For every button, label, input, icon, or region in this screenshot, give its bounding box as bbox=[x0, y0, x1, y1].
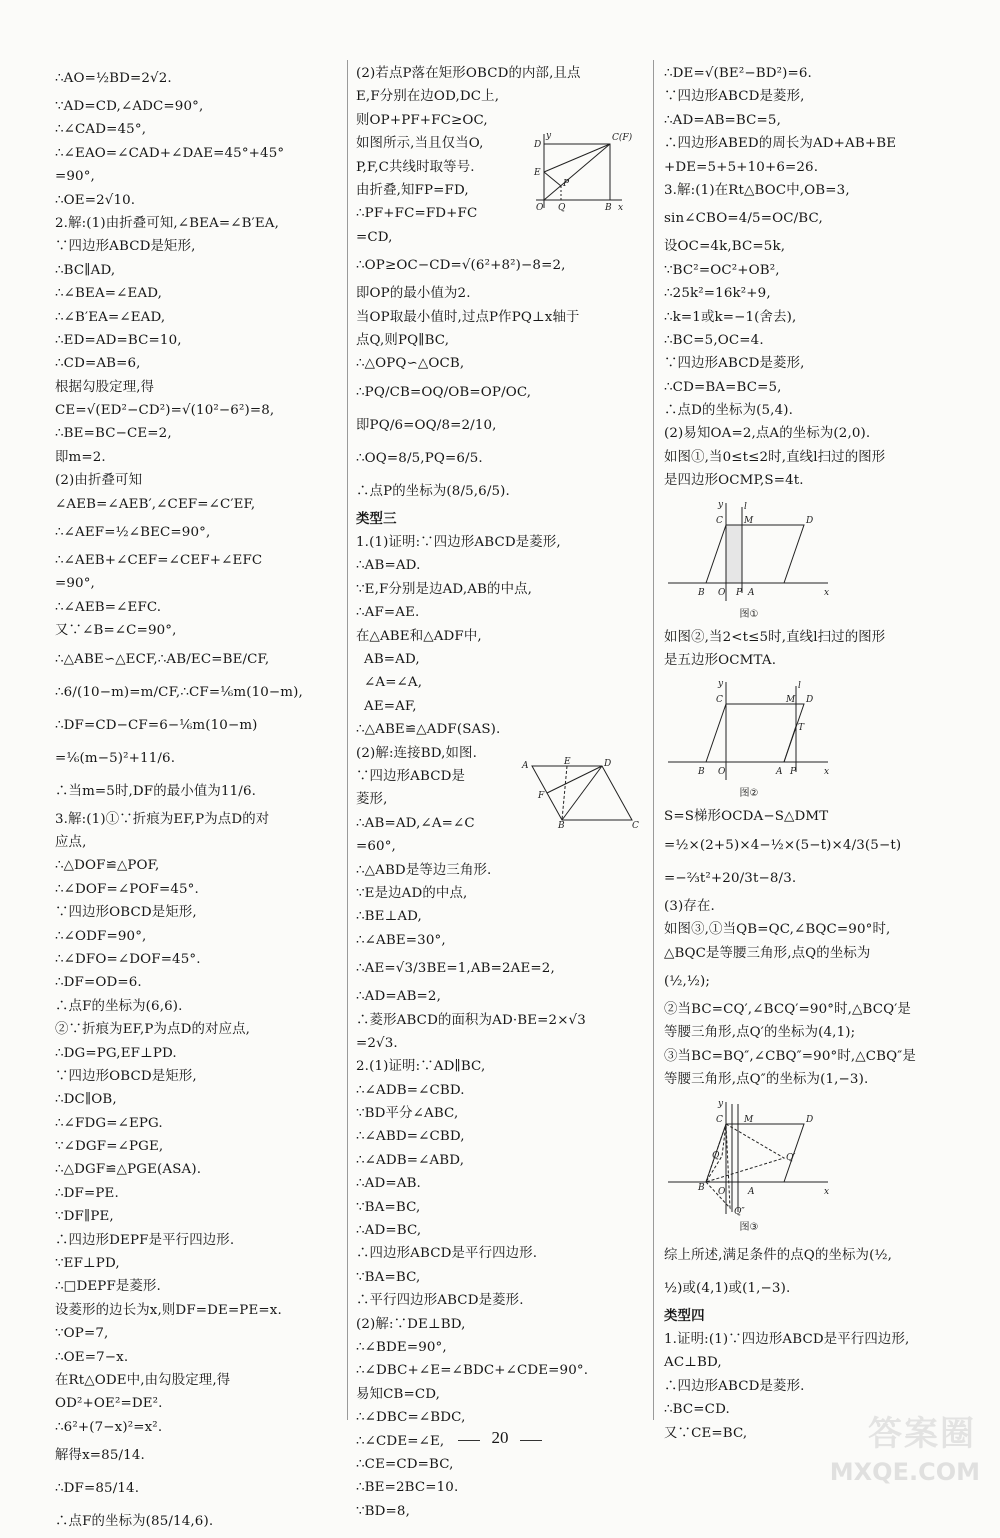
page-number-dash-right bbox=[520, 1440, 542, 1441]
text-line: ∴OE=2√10. bbox=[55, 192, 136, 208]
text-line: =2√3. bbox=[356, 1035, 398, 1051]
text-line: =90°, bbox=[55, 169, 95, 185]
figure-1 bbox=[664, 497, 964, 620]
text-line: △BQC是等腰三角形,点Q的坐标为 bbox=[664, 945, 871, 961]
label-cf: C(F) bbox=[612, 133, 633, 143]
text-line: ②当BC=CQ′,∠BCQ′=90°时,△BCQ′是 bbox=[664, 1001, 911, 1017]
text-line: ∴当m=5时,DF的最小值为11/6. bbox=[55, 783, 257, 799]
label-q-prime: Q′ bbox=[786, 1152, 796, 1163]
label-x: x bbox=[824, 767, 830, 778]
text-line: 1.(1)证明:∵四边形ABCD是菱形, bbox=[356, 535, 561, 551]
text-line: ∴∠CDE=∠E, bbox=[356, 1433, 445, 1449]
label-b: B bbox=[698, 587, 705, 598]
text-line: ∴∠CAD=45°, bbox=[55, 122, 147, 138]
text-line: 等腰三角形,点Q″的坐标为(1,−3). bbox=[664, 1072, 869, 1088]
watermark-logo bbox=[786, 1398, 986, 1488]
text-line: 2.解:(1)由折叠可知,∠BEA=∠B′EA, bbox=[55, 215, 279, 231]
segment-be bbox=[562, 766, 567, 820]
text-line: 如图②,当2<t≤5时,直线l扫过的图形 bbox=[664, 629, 886, 645]
label-m: M bbox=[786, 695, 796, 706]
label-y: y bbox=[718, 1098, 724, 1109]
text-line: ∴CD=AB=6, bbox=[55, 356, 141, 372]
text-line: =60°, bbox=[356, 839, 396, 855]
text-line: (½,½); bbox=[664, 973, 711, 989]
label-a: A bbox=[776, 767, 783, 778]
figure-caption: 图① bbox=[739, 608, 759, 620]
text-line: ∴CE=CD=BC, bbox=[356, 1456, 454, 1472]
label-l: l bbox=[798, 681, 801, 692]
text-line: ∵∠DGF=∠PGE, bbox=[55, 1139, 164, 1155]
label-y: y bbox=[718, 679, 724, 690]
column-divider-2 bbox=[653, 60, 654, 1420]
figure-2 bbox=[664, 676, 964, 799]
label-p: P bbox=[736, 587, 743, 598]
text-line: 在△ABE和△ADF中, bbox=[356, 628, 482, 644]
rhombus-abcd bbox=[706, 525, 804, 583]
label-p: P bbox=[563, 179, 570, 189]
text-line: ∵DF∥PE, bbox=[55, 1209, 114, 1225]
text-line: 即m=2. bbox=[55, 449, 106, 465]
text-line: ∴OE=7−x. bbox=[55, 1349, 129, 1365]
text-line: 3.解:(1)①∵折痕为EF,P为点D的对 bbox=[55, 811, 270, 827]
text-line: 设OC=4k,BC=5k, bbox=[664, 239, 786, 255]
label-t: T bbox=[798, 723, 805, 734]
text-line: ∴∠ABE=30°, bbox=[356, 932, 446, 948]
label-q: Q bbox=[558, 203, 566, 213]
text-line: 如图所示,当且仅当O, bbox=[356, 136, 484, 152]
label-b: B bbox=[698, 767, 705, 778]
watermark-top-text: 答案圈 bbox=[868, 1414, 976, 1454]
text-line: 即OP的最小值为2. bbox=[356, 286, 471, 302]
text-line: ∴ED=AD=BC=10, bbox=[55, 332, 182, 348]
text-line: ∴∠FDG=∠EPG. bbox=[55, 1115, 163, 1131]
text-line: ∴四边形ABCD是平行四边形. bbox=[356, 1246, 538, 1262]
text-line: ∴DG=PG,EF⊥PD. bbox=[55, 1045, 177, 1061]
text-line: (2)易知OA=2,点A的坐标为(2,0). bbox=[664, 426, 871, 442]
label-m: M bbox=[744, 1114, 754, 1125]
text-line: ∴∠BDE=90°, bbox=[356, 1339, 447, 1355]
text-line: ∵EF⊥PD, bbox=[55, 1256, 120, 1272]
text-line: 当OP取最小值时,过点P作PQ⊥x轴于 bbox=[356, 309, 580, 325]
text-line: ∴BE⊥AD, bbox=[356, 909, 422, 925]
text-line: S=S梯形OCDA−S△DMT bbox=[664, 809, 829, 825]
text-line: ∴AD=BC, bbox=[356, 1223, 422, 1239]
text-line: ∴CD=BA=BC=5, bbox=[664, 379, 782, 395]
text-line: ∴∠ODF=90°, bbox=[55, 928, 147, 944]
text-line: 在Rt△ODE中,由勾股定理,得 bbox=[55, 1372, 231, 1388]
text-line: ②∵折痕为EF,P为点D的对应点, bbox=[55, 1022, 251, 1038]
text-line: ∴DF=PE. bbox=[55, 1185, 119, 1201]
text-line: ∴OP≥OC−CD=√(6²+8²)−8=2, bbox=[356, 258, 566, 274]
label-c: C bbox=[632, 821, 639, 831]
label-b: B bbox=[605, 203, 612, 213]
text-line: ∵E是边AD的中点, bbox=[356, 885, 468, 901]
text-line: 菱形, bbox=[356, 792, 388, 808]
text-line: ∵四边形ABCD是菱形, bbox=[664, 89, 805, 105]
text-line: ∴∠DBC=∠BDC, bbox=[356, 1410, 466, 1426]
figure-caption: 图③ bbox=[739, 1221, 759, 1233]
text-line: ∴BC∥AD, bbox=[55, 262, 116, 278]
text-line: ∵四边形ABCD是菱形, bbox=[664, 356, 805, 372]
label-f: F bbox=[538, 791, 545, 801]
text-line: AC⊥BD, bbox=[664, 1355, 722, 1371]
text-line: P,F,C共线时取等号. bbox=[356, 159, 475, 175]
text-line: 设菱形的边长为x,则DF=DE=PE=x. bbox=[55, 1302, 282, 1318]
text-line: ∴点F的坐标为(85/14,6). bbox=[55, 1514, 214, 1530]
column-1 bbox=[55, 62, 340, 1538]
text-line: 又∵∠B=∠C=90°, bbox=[55, 623, 177, 639]
segment-ep bbox=[544, 172, 561, 186]
text-line: ∴PQ/CB=OQ/OB=OP/OC, bbox=[356, 384, 532, 400]
text-line: AB=AD, bbox=[364, 652, 420, 668]
text-line: 解得x=85/14. bbox=[55, 1448, 145, 1464]
label-d: D bbox=[806, 515, 814, 526]
label-d: D bbox=[534, 140, 542, 150]
label-y: y bbox=[546, 131, 552, 141]
label-a: A bbox=[522, 761, 529, 771]
swept-region bbox=[726, 525, 742, 583]
label-b: B bbox=[558, 821, 565, 831]
text-line: 3.解:(1)在Rt△BOC中,OB=3, bbox=[664, 182, 850, 198]
text-line: 则OP+PF+FC≥OC, bbox=[356, 112, 488, 128]
text-line: ∵四边形OBCD是矩形, bbox=[55, 1068, 197, 1084]
text-line: (2)解:∵DE⊥BD, bbox=[356, 1316, 466, 1332]
text-line: ∴k=1或k=−1(舍去), bbox=[664, 309, 797, 325]
text-line: ∴△DGF≌△PGE(ASA). bbox=[55, 1162, 202, 1178]
text-line: ∵BD平分∠ABC, bbox=[356, 1106, 459, 1122]
text-line: ∴BE=BC−CE=2, bbox=[55, 426, 172, 442]
label-m: M bbox=[744, 515, 754, 526]
text-line: 是五边形OCMTA. bbox=[664, 653, 777, 669]
label-e: E bbox=[534, 168, 541, 178]
text-line: ∠A=∠A, bbox=[364, 675, 423, 691]
text-line: ∴菱形ABCD的面积为AD·BE=2×√3 bbox=[356, 1012, 586, 1028]
text-line: 易知CB=CD, bbox=[356, 1386, 441, 1402]
text-line: ∴AF=AE. bbox=[356, 605, 420, 621]
text-line: ∴6/(10−m)=m/CF,∴CF=⅙m(10−m), bbox=[55, 684, 303, 700]
text-line: ∵四边形OBCD是矩形, bbox=[55, 905, 197, 921]
figure-2-svg bbox=[664, 676, 834, 784]
label-o: O bbox=[718, 587, 726, 598]
figure-caption: 图② bbox=[739, 788, 759, 800]
figure-rhombus-svg bbox=[522, 757, 640, 831]
text-line: (2)若点P落在矩形OBCD的内部,且点 bbox=[356, 66, 581, 81]
label-o: O bbox=[718, 1186, 726, 1197]
text-line: ∴DE=√(BE²−BD²)=6. bbox=[664, 66, 812, 81]
text-line: AE=AF, bbox=[364, 698, 417, 714]
text-line: ∴AB=AD,∠A=∠C bbox=[356, 815, 475, 831]
text-line: ∴DC∥OB, bbox=[55, 1092, 117, 1108]
text-line: 如图③,①当QB=QC,∠BQC=90°时, bbox=[664, 922, 891, 938]
text-line: 等腰三角形,点Q′的坐标为(4,1); bbox=[664, 1025, 856, 1041]
text-line: (2)由折叠可知 bbox=[55, 473, 143, 489]
label-q-double-prime: Q″ bbox=[734, 1206, 745, 1217]
text-line: ½)或(4,1)或(1,−3). bbox=[664, 1280, 791, 1296]
text-line: ∴∠ADB=∠CBD. bbox=[356, 1082, 465, 1098]
text-line: =−⅔t²+20/3t−8/3. bbox=[664, 870, 797, 886]
label-a: A bbox=[748, 1186, 755, 1197]
text-line: ∴AB=AD. bbox=[356, 558, 421, 574]
label-c: C bbox=[716, 1114, 723, 1125]
text-line: ∴□DEPF是菱形. bbox=[55, 1279, 161, 1295]
text-line: 1.证明:(1)∵四边形ABCD是平行四边形, bbox=[664, 1331, 910, 1347]
text-line: 类型三 bbox=[356, 511, 397, 527]
text-line: 又∵CE=BC, bbox=[664, 1425, 748, 1441]
text-line: ∴△OPQ∽△OCB, bbox=[356, 356, 465, 372]
label-q: Q bbox=[712, 1150, 720, 1161]
text-line: ∴25k²=16k²+9, bbox=[664, 286, 771, 302]
text-line: ∴点P的坐标为(8/5,6/5). bbox=[356, 483, 510, 499]
text-line: ∴∠ADB=∠ABD, bbox=[356, 1152, 465, 1168]
text-line: =90°, bbox=[55, 576, 95, 592]
text-line: ∴四边形ABCD是菱形. bbox=[664, 1378, 805, 1394]
text-line: ∴AD=AB=BC=5, bbox=[664, 112, 782, 128]
segment-at bbox=[784, 726, 796, 762]
text-line: ∵BA=BC, bbox=[356, 1269, 421, 1285]
page-number: 20 bbox=[491, 1428, 509, 1447]
text-line: 根据勾股定理,得 bbox=[55, 379, 155, 395]
text-line: ∴BE=2BC=10. bbox=[356, 1480, 459, 1496]
text-line: ∴AD=AB. bbox=[356, 1176, 421, 1192]
label-d: D bbox=[604, 759, 612, 769]
text-line: E,F分别在边OD,DC上, bbox=[356, 89, 500, 105]
figure-3 bbox=[664, 1096, 964, 1233]
text-line: ∴∠AEB=∠EFC. bbox=[55, 599, 162, 615]
figure-3-svg bbox=[664, 1096, 834, 1218]
text-line: 点Q,则PQ∥BC, bbox=[356, 332, 450, 348]
label-c: C bbox=[716, 515, 723, 526]
label-c: C bbox=[716, 695, 723, 706]
text-line: ∴PF+FC=FD+FC bbox=[356, 206, 478, 222]
figure-fold-rect-svg bbox=[528, 130, 633, 213]
text-line: =⅙(m−5)²+11/6. bbox=[55, 750, 176, 766]
label-l: l bbox=[744, 501, 747, 512]
label-d: D bbox=[806, 1114, 814, 1125]
fold-line-ef bbox=[544, 144, 610, 172]
text-line: ∴∠BEA=∠EAD, bbox=[55, 286, 163, 302]
label-d: D bbox=[806, 695, 814, 706]
text-line: ∴6²+(7−x)²=x². bbox=[55, 1419, 163, 1435]
text-line: ∴∠DFO=∠DOF=45°. bbox=[55, 951, 201, 967]
text-line: =½×(2+5)×4−½×(5−t)×4/3(5−t) bbox=[664, 837, 902, 853]
text-line: ∴∠EAO=∠CAD+∠DAE=45°+45° bbox=[55, 145, 285, 161]
text-line: ∴△ABD是等边三角形. bbox=[356, 862, 492, 878]
text-line: ∴BC=CD. bbox=[664, 1402, 730, 1418]
text-line: +DE=5+5+10+6=26. bbox=[664, 159, 819, 175]
label-a: A bbox=[748, 587, 755, 598]
label-o: O bbox=[536, 203, 544, 213]
text-line: ∵BD=8, bbox=[356, 1503, 410, 1519]
text-line: ∵BA=BC, bbox=[356, 1199, 421, 1215]
text-line: ∵E,F分别是边AD,AB的中点, bbox=[356, 581, 533, 597]
text-line: 如图①,当0≤t≤2时,直线l扫过的图形 bbox=[664, 449, 886, 465]
text-line: ∴△ABE∽△ECF,∴AB/EC=BE/CF, bbox=[55, 651, 270, 667]
text-line: ∴平行四边形ABCD是菱形. bbox=[356, 1293, 524, 1309]
label-x: x bbox=[824, 587, 830, 598]
text-line: (3)存在. bbox=[664, 898, 715, 914]
text-line: OD²+OE²=DE². bbox=[55, 1396, 163, 1412]
text-line: ∵BC²=OC²+OB², bbox=[664, 262, 780, 278]
text-line: 应点, bbox=[55, 834, 87, 850]
text-line: ∴∠ABD=∠CBD, bbox=[356, 1129, 465, 1145]
text-line: 即PQ/6=OQ/8=2/10, bbox=[356, 417, 497, 433]
column-2 bbox=[356, 62, 644, 1523]
text-line: ∴∠DOF=∠POF=45°. bbox=[55, 881, 199, 897]
text-line: ∴∠AEB+∠CEF=∠CEF+∠EFC bbox=[55, 553, 263, 569]
text-line: ∴DF=85/14. bbox=[55, 1481, 140, 1497]
text-line: ∴△ABE≌△ADF(SAS). bbox=[356, 722, 501, 738]
text-line: ∴AD=AB=2, bbox=[356, 989, 442, 1005]
text-line: 是四边形OCMP,S=4t. bbox=[664, 473, 804, 489]
text-line: ∴∠AEF=½∠BEC=90°, bbox=[55, 525, 211, 541]
text-line: ∴四边形DEPF是平行四边形. bbox=[55, 1232, 235, 1248]
figure-rhombus bbox=[522, 758, 640, 832]
text-line: ③当BC=BQ″,∠CBQ″=90°时,△CBQ″是 bbox=[664, 1048, 916, 1064]
rhombus-abcd bbox=[706, 704, 804, 762]
text-line: ∴四边形ABED的周长为AD+AB+BE bbox=[664, 136, 897, 152]
text-line: 类型四 bbox=[664, 1308, 705, 1324]
figure-fold-rect bbox=[528, 130, 633, 216]
text-line: 2.(1)证明:∵AD∥BC, bbox=[356, 1059, 486, 1075]
text-line: (2)解:连接BD,如图. bbox=[356, 745, 477, 761]
text-line: ∴AE=√3/3BE=1,AB=2AE=2, bbox=[356, 961, 555, 977]
text-line: CE=√(ED²−CD²)=√(10²−6²)=8, bbox=[55, 403, 275, 419]
column-3 bbox=[664, 62, 964, 1445]
text-line: 由折叠,知FP=FD, bbox=[356, 182, 469, 198]
text-line: ∵OP=7, bbox=[55, 1326, 109, 1342]
text-line: =CD, bbox=[356, 229, 393, 245]
text-line: 综上所述,满足条件的点Q的坐标为(½, bbox=[664, 1247, 893, 1263]
text-line: ∴AO=½BD=2√2. bbox=[55, 71, 172, 86]
column-divider-1 bbox=[347, 60, 348, 1420]
segment-df bbox=[547, 766, 602, 793]
text-line: ∠AEB=∠AEB′,∠CEF=∠C′EF, bbox=[55, 496, 256, 512]
text-line: ∵AD=CD,∠ADC=90°, bbox=[55, 99, 204, 114]
text-line: ∴∠B′EA=∠EAD, bbox=[55, 309, 166, 325]
label-x: x bbox=[824, 1186, 830, 1197]
segment-bd bbox=[562, 766, 602, 820]
text-line: ∴点D的坐标为(5,4). bbox=[664, 403, 794, 419]
text-line: ∴BC=5,OC=4. bbox=[664, 332, 764, 348]
label-b: B bbox=[698, 1182, 705, 1193]
text-line: ∴点F的坐标为(6,6). bbox=[55, 998, 183, 1014]
text-line: ∵四边形ABCD是矩形, bbox=[55, 239, 196, 255]
text-line: ∴△DOF≌△POF, bbox=[55, 858, 160, 874]
label-o: O bbox=[718, 767, 726, 778]
text-line: ∴DF=OD=6. bbox=[55, 975, 142, 991]
label-e: E bbox=[564, 757, 571, 767]
label-y: y bbox=[718, 499, 724, 510]
label-p: P bbox=[790, 767, 797, 778]
text-line: sin∠CBO=4/5=OC/BC, bbox=[664, 211, 823, 227]
label-x: x bbox=[618, 203, 624, 213]
diagonal-oc bbox=[544, 144, 610, 200]
text-line: ∴DF=CD−CF=6−⅙m(10−m) bbox=[55, 717, 258, 733]
watermark-url: MXQE.COM bbox=[829, 1458, 980, 1486]
text-line: ∵四边形ABCD是 bbox=[356, 768, 466, 784]
text-line: ∴OQ=8/5,PQ=6/5. bbox=[356, 450, 483, 466]
text-line: ∴∠DBC+∠E=∠BDC+∠CDE=90°. bbox=[356, 1363, 589, 1379]
figure-1-svg bbox=[664, 497, 834, 605]
